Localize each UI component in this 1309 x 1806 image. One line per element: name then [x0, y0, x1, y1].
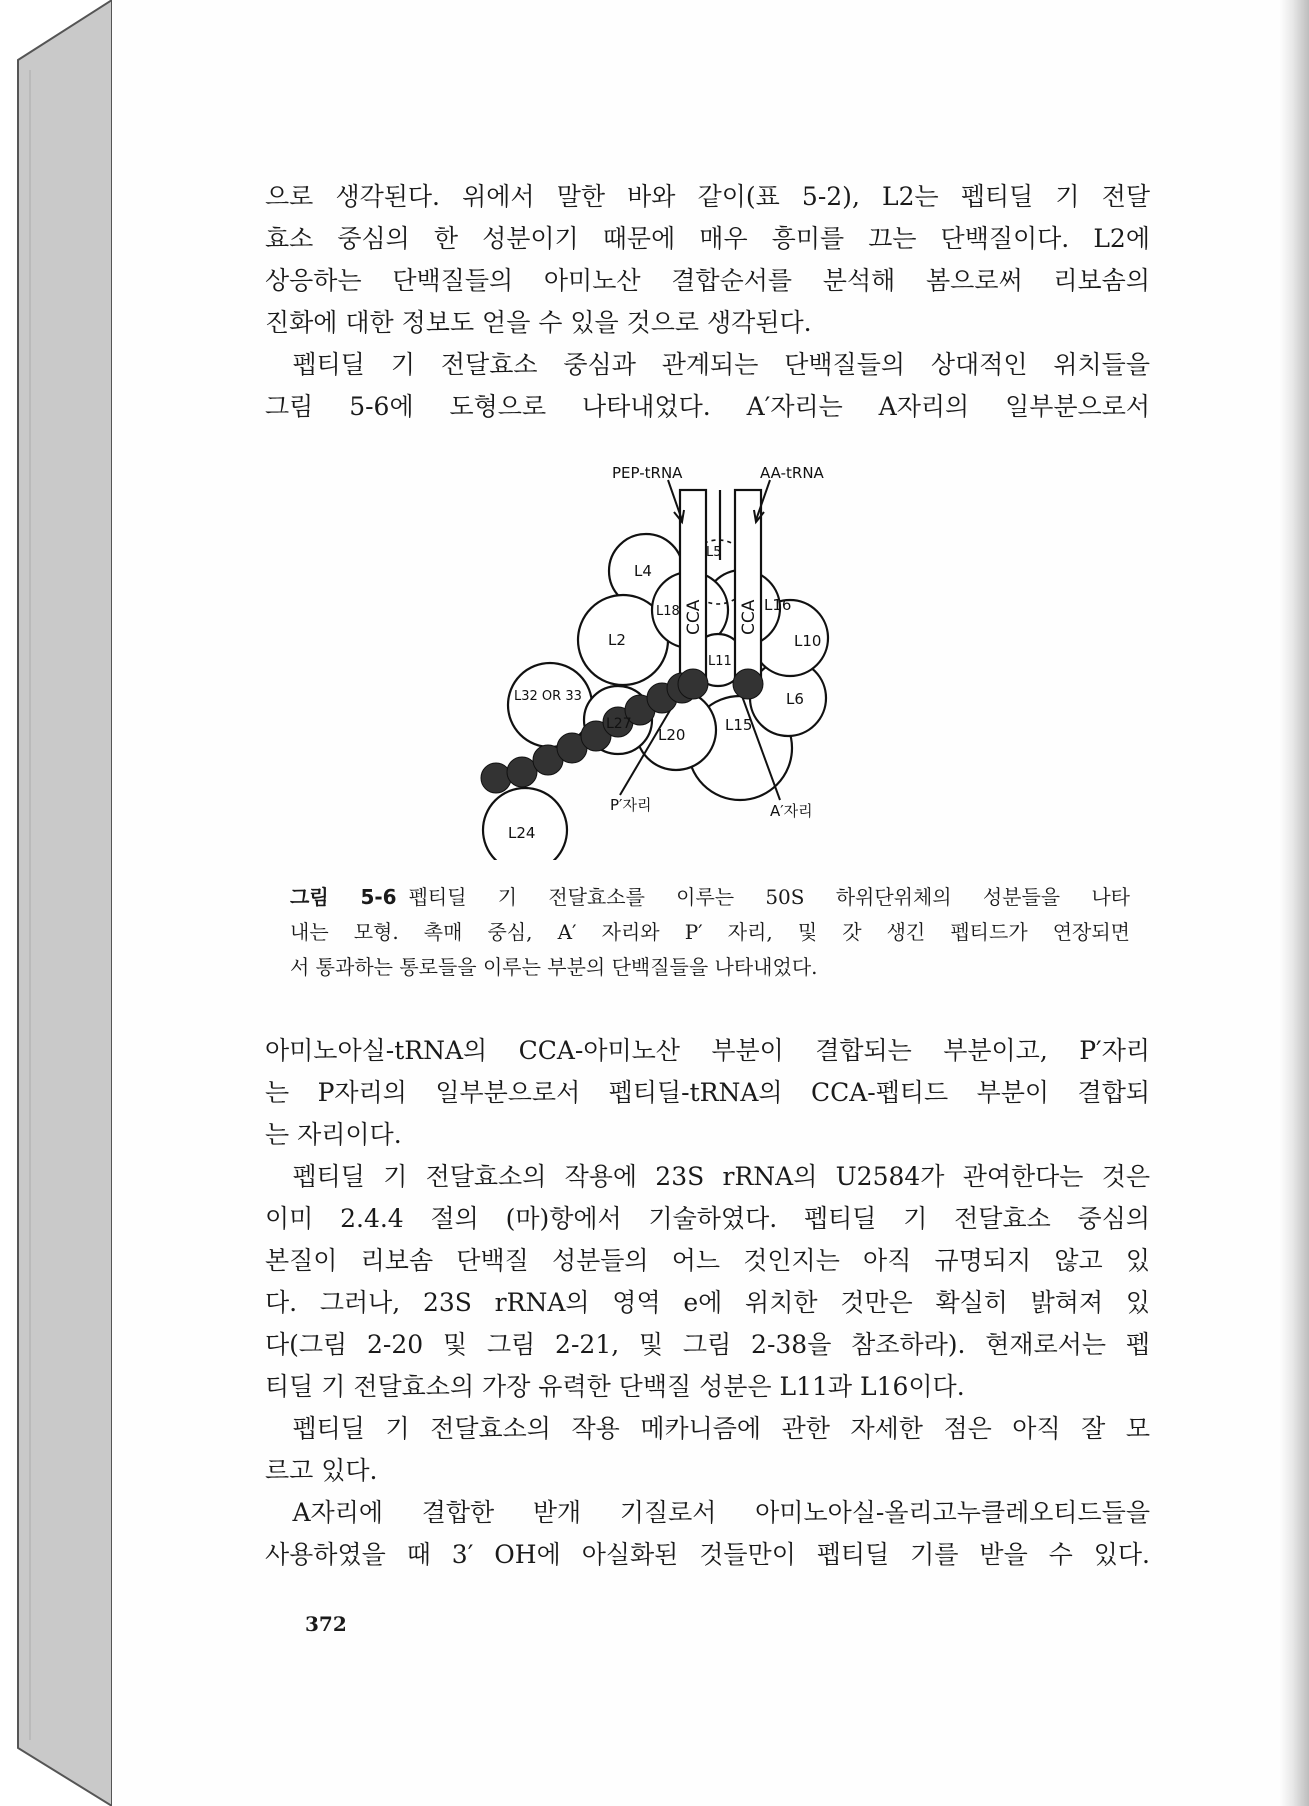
- text-line: 펩티딜 기 전달효소의 작용 메카니즘에 관한 자세한 점은 아직 잘 모: [292, 1414, 1150, 1443]
- text-line: 아미노아실-tRNA의 CCA-아미노산 부분이 결합되는 부분이고, P′자리: [265, 1036, 1150, 1065]
- ribosome-figure: [470, 460, 890, 860]
- ribosome-diagram: [470, 460, 890, 860]
- label-l6: L6: [786, 690, 804, 708]
- caption-label: 그림 5-6: [290, 885, 397, 909]
- text-line: 이미 2.4.4 절의 (마)항에서 기술하였다. 펩티딜 기 전달효소 중심의: [265, 1204, 1150, 1233]
- text-line: 그림 5-6에 도형으로 나타내었다. A′자리는 A자리의 일부분으로서: [265, 392, 1150, 421]
- text-line: 사용하였을 때 3′ OH에 아실화된 것들만이 펩티딜 기를 받을 수 있다.: [265, 1540, 1150, 1569]
- label-cca-a: CCA: [739, 599, 759, 635]
- text-line: 진화에 대한 정보도 얻을 수 있을 것으로 생각된다.: [265, 308, 812, 337]
- text-line: 펩티딜 기 전달효소 중심과 관계되는 단백질들의 상대적인 위치들을: [292, 350, 1150, 379]
- text-line: 으로 생각된다. 위에서 말한 바와 같이(표 5-2), L2는 펩티딜 기 전달: [265, 182, 1150, 211]
- figure-caption: [290, 880, 1130, 985]
- label-l5: L5: [706, 545, 722, 560]
- text-line: 다(그림 2-20 및 그림 2-21, 및 그림 2-38을 참조하라). 현재로서는 펩: [265, 1330, 1150, 1359]
- caption-line: 서 통과하는 통로들을 이루는 부분의 단백질들을 나타내었다.: [290, 955, 818, 979]
- pep-trna-channel: [680, 490, 706, 680]
- a-site-dot: [733, 669, 763, 699]
- label-l11: L11: [708, 654, 732, 669]
- page-number: 372: [305, 1612, 347, 1636]
- label-l27: L27: [606, 716, 632, 732]
- body-text-bottom: [265, 1030, 1150, 1576]
- caption-line: 내는 모형. 촉매 중심, A′ 자리와 P′ 자리, 및 갓 생긴 펩티드가 연장되면: [290, 920, 1130, 944]
- label-aa-trna: AA-tRNA: [760, 464, 824, 482]
- text-line: 는 P자리의 일부분으로서 펩티딜-tRNA의 CCA-펩티드 부분이 결합되: [265, 1078, 1150, 1107]
- text-line: 는 자리이다.: [265, 1120, 402, 1149]
- label-a-site: A′자리: [770, 802, 813, 820]
- caption-line: 펩티딜 기 전달효소를 이루는 50S 하위단위체의 성분들을 나타: [408, 885, 1130, 909]
- text-line: 르고 있다.: [265, 1456, 378, 1485]
- label-l10: L10: [794, 632, 822, 650]
- text-line: 상응하는 단백질들의 아미노산 결합순서를 분석해 봄으로써 리보솜의: [265, 266, 1150, 295]
- label-l16: L16: [764, 596, 792, 614]
- label-l18: L18: [656, 604, 680, 619]
- label-l24: L24: [508, 824, 536, 842]
- text-line: 티딜 기 전달효소의 가장 유력한 단백질 성분은 L11과 L16이다.: [265, 1372, 965, 1401]
- label-pep-trna: PEP-tRNA: [612, 464, 683, 482]
- text-line: 효소 중심의 한 성분이기 때문에 매우 흥미를 끄는 단백질이다. L2에: [265, 224, 1150, 253]
- label-l32: L32 OR 33: [514, 689, 582, 704]
- label-l20: L20: [658, 726, 686, 744]
- p-site-dot: [678, 669, 708, 699]
- text-line: 펩티딜 기 전달효소의 작용에 23S rRNA의 U2584가 관여한다는 것은: [292, 1162, 1150, 1191]
- text-line: 본질이 리보솜 단백질 성분들의 어느 것인지는 아직 규명되지 않고 있: [265, 1246, 1150, 1275]
- text-line: 다. 그러나, 23S rRNA의 영역 e에 위치한 것만은 확실히 밝혀져 있: [265, 1288, 1150, 1317]
- label-l15: L15: [725, 716, 753, 734]
- body-text-top: [265, 176, 1150, 428]
- label-cca-p: CCA: [684, 599, 704, 635]
- label-l2: L2: [608, 631, 626, 649]
- book-spine: [0, 0, 112, 1806]
- text-line: A자리에 결합한 받개 기질로서 아미노아실-올리고누클레오티드들을: [292, 1498, 1150, 1527]
- label-p-site: P′자리: [610, 796, 652, 814]
- page-edge-shadow: [1279, 0, 1309, 1806]
- label-l4: L4: [634, 562, 652, 580]
